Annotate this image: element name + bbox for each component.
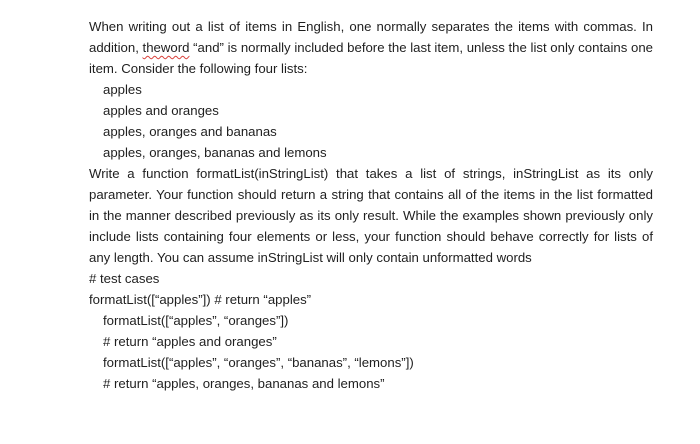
example-list-item: apples xyxy=(103,82,142,97)
document-body xyxy=(89,16,653,394)
test-case-line: formatList([“apples”, “oranges”]) xyxy=(103,313,289,328)
test-case-line: formatList([“apples”]) # return “apples” xyxy=(89,292,312,307)
test-cases-block xyxy=(89,268,653,394)
example-list-item: apples, oranges and bananas xyxy=(103,124,277,139)
intro-paragraph xyxy=(89,16,653,79)
task-paragraph: Write a function formatList(inStringList) that takes a list of strings, inStringList as its only parameter. Your function should return a string that contains all of the items in the list formatted in the manner described previously as its only result. While the examples shown previously only include lists containing four elements or less, your function should behave correctly for lists of any length. You can assume inStringList will only contain unformatted words xyxy=(89,166,653,265)
example-lists xyxy=(89,79,653,163)
test-case-comment: # return “apples and oranges” xyxy=(103,334,277,349)
test-cases-heading: # test cases xyxy=(89,271,160,286)
test-case-comment: # return “apples, oranges, bananas and lemons” xyxy=(103,376,385,391)
spellcheck-flagged-word[interactable]: theword xyxy=(142,40,190,55)
example-list-item: apples, oranges, bananas and lemons xyxy=(103,145,327,160)
intro-text-end: “and” is normally included before the last item, unless the list only contains one item. Consider the following four lists: xyxy=(89,40,653,76)
test-case-line: formatList([“apples”, “oranges”, “bananas”, “lemons”]) xyxy=(103,355,414,370)
example-list-item: apples and oranges xyxy=(103,103,219,118)
intro-text-start: When writing out a list of items in English, one normally separates the items with commas. In addition, xyxy=(89,19,653,55)
